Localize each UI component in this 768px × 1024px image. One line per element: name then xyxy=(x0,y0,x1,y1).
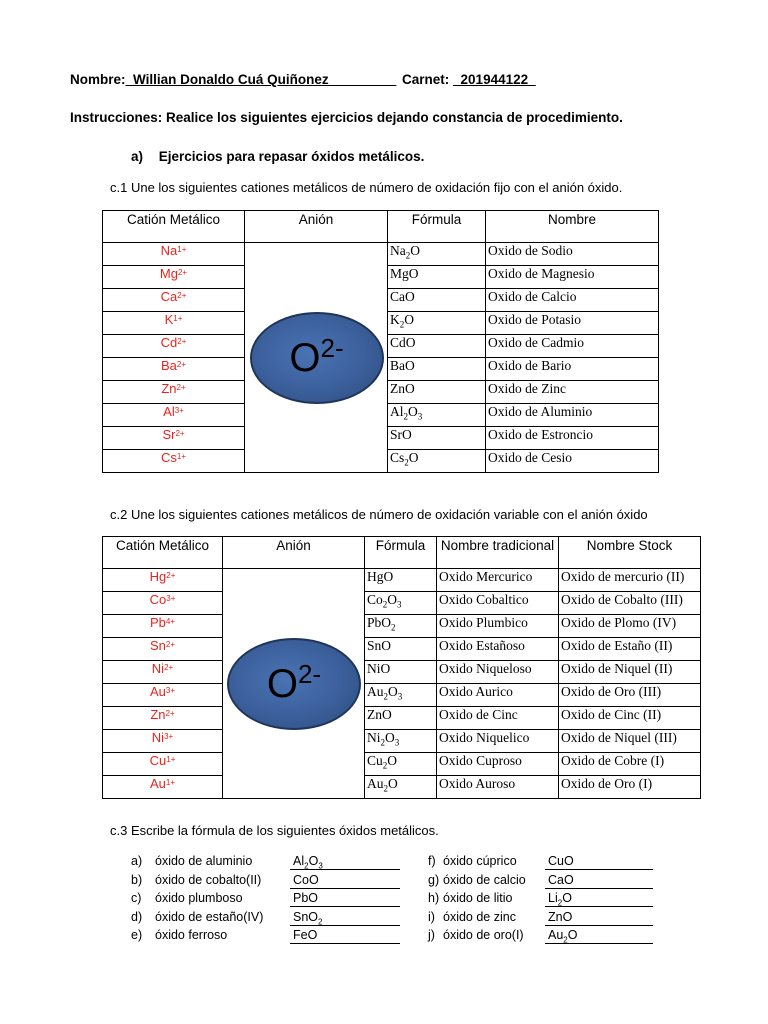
stock-name-cell: Oxido de Cinc (II) xyxy=(559,707,701,730)
cation-cell: $Cd^{2+}$ xyxy=(103,335,245,358)
c2-table-row xyxy=(103,569,701,592)
cation-charge: 1+ xyxy=(176,452,186,461)
formula-subscript: 3 xyxy=(394,737,400,748)
name-cell: Oxido de Cadmio xyxy=(486,335,659,358)
exercise-letter: j) xyxy=(428,928,435,942)
exercise-answer xyxy=(545,910,653,926)
cation-charge: 2+ xyxy=(166,571,176,580)
c1-header-name: Nombre xyxy=(486,211,659,243)
formula-cell: CdO xyxy=(388,335,486,358)
formula-subscript: 2 xyxy=(318,917,323,926)
exercise-letter: f) xyxy=(428,854,436,868)
cation-cell: $Cu^{1+}$ xyxy=(103,753,223,776)
formula-cell: $Ni_2O_3$ xyxy=(365,730,437,753)
exercise-letter: d) xyxy=(131,909,143,924)
c2-table xyxy=(102,536,701,799)
exercise-answer xyxy=(545,873,653,889)
traditional-name-cell: Oxido de Cinc xyxy=(437,707,559,730)
c2-table-row xyxy=(103,592,701,615)
formula-subscript: 2 xyxy=(391,622,396,633)
section-a-heading xyxy=(131,149,424,164)
exercise-answer xyxy=(290,928,400,944)
formula-cell: PbO$_2$ xyxy=(365,615,437,638)
stock-name-cell: Oxido de Niquel (III) xyxy=(559,730,701,753)
traditional-name-cell: Oxido Estañoso xyxy=(437,638,559,661)
c1-header-cation: Catión Metálico xyxy=(103,211,245,243)
cation-charge: 1+ xyxy=(177,245,187,254)
formula-cell: $Cu_2O$ xyxy=(365,753,437,776)
oxide-anion-charge: 2- xyxy=(320,333,344,363)
cation-cell: $Co^{3+}$ xyxy=(103,592,223,615)
cation-cell: $Cs^{1+}$ xyxy=(103,450,245,473)
name-label: Nombre: xyxy=(70,72,126,87)
oxide-anion-circle xyxy=(227,638,361,730)
formula-subscript: 2 xyxy=(563,935,568,945)
c1-anion-cell xyxy=(245,243,388,473)
formula-cell: $K_2O$ xyxy=(388,312,486,335)
c2-table-row xyxy=(103,776,701,799)
c1-header-row xyxy=(103,211,659,243)
exercise-label: óxido plumboso xyxy=(155,891,243,905)
cation-charge: 1+ xyxy=(165,778,176,787)
answer-formula: SnO$_2$ xyxy=(293,909,323,926)
formula-cell: $Au_2O$ xyxy=(365,776,437,799)
exercise-letter: e) xyxy=(131,928,143,942)
formula-subscript: 3 xyxy=(397,691,403,702)
c1-table xyxy=(102,210,659,473)
answer-formula: $Au_2O$ xyxy=(548,928,578,945)
exercise-label: óxido de aluminio xyxy=(155,854,253,868)
cation-cell: $K^{1+}$ xyxy=(103,312,245,335)
formula-cell: SrO xyxy=(388,427,486,450)
cation-cell: $Zn^{2+}$ xyxy=(103,381,245,404)
c2-table-row xyxy=(103,638,701,661)
formula-cell: SnO xyxy=(365,638,437,661)
cation-cell: $Ba^{2+}$ xyxy=(103,358,245,381)
c1-header-formula: Fórmula xyxy=(388,211,486,243)
answer-formula: FeO xyxy=(293,928,318,942)
name-cell: Oxido de Estroncio xyxy=(486,427,659,450)
formula-cell: MgO xyxy=(388,266,486,289)
cation-charge: 1+ xyxy=(166,755,176,764)
formula-cell: $Co_2O_3$ xyxy=(365,592,437,615)
formula-cell: $Al_2O_3$ xyxy=(388,404,486,427)
c2-header-formula: Fórmula xyxy=(365,537,437,569)
exercise-label: óxido de zinc xyxy=(443,909,516,924)
stock-name-cell: Oxido de Plomo (IV) xyxy=(559,615,701,638)
exercise-letter: c) xyxy=(131,891,142,905)
formula-subscript: 2 xyxy=(404,457,409,468)
name-line xyxy=(70,72,396,87)
exercise-letter: b) xyxy=(131,872,143,887)
exercise-answer xyxy=(290,891,400,907)
exercise-answer xyxy=(545,928,653,944)
c1-header-anion: Anión xyxy=(245,211,388,243)
exercise-letter: h) xyxy=(428,891,440,905)
exercise-letter: g) xyxy=(428,872,440,887)
traditional-name-cell: Oxido Cuproso xyxy=(437,753,559,776)
cation-cell: $Hg^{2+}$ xyxy=(103,569,223,592)
formula-subscript: 2 xyxy=(403,411,408,422)
name-value: _Willian Donaldo Cuá Quiñonez_________ xyxy=(125,72,397,87)
cation-cell: $Ca^{2+}$ xyxy=(103,289,245,312)
cation-charge: 3+ xyxy=(164,732,174,741)
c2-table-row xyxy=(103,684,701,707)
c2-anion-cell xyxy=(223,569,365,799)
cation-cell: $Sn^{2+}$ xyxy=(103,638,223,661)
cation-charge: 3+ xyxy=(166,594,176,603)
name-cell: Oxido de Magnesio xyxy=(486,266,659,289)
stock-name-cell: Oxido de Estaño (II) xyxy=(559,638,701,661)
cation-cell: $Sr^{2+}$ xyxy=(103,427,245,450)
exercise-label: óxido de oro(I) xyxy=(443,928,524,942)
traditional-name-cell: Oxido Aurico xyxy=(437,684,559,707)
exercise-letter: a) xyxy=(131,854,143,868)
exercise-label: óxido ferroso xyxy=(155,928,228,942)
formula-cell: ZnO xyxy=(388,381,486,404)
answer-formula: $Al_2O_3$ xyxy=(293,854,323,871)
stock-name-cell: Oxido de Cobalto (III) xyxy=(559,592,701,615)
c2-table-row xyxy=(103,753,701,776)
cation-charge: 3+ xyxy=(165,686,176,695)
c2-table-row xyxy=(103,707,701,730)
formula-cell: $Na_2O$ xyxy=(388,243,486,266)
cation-charge: 2+ xyxy=(176,383,186,392)
c2-table-row xyxy=(103,661,701,684)
name-cell: Oxido de Potasio xyxy=(486,312,659,335)
exercise-answer xyxy=(545,854,653,870)
stock-name-cell: Oxido de Niquel (II) xyxy=(559,661,701,684)
exercise-label: óxido de litio xyxy=(443,891,513,905)
c2-table-row xyxy=(103,615,701,638)
exercise-answer xyxy=(290,910,400,926)
exercise-answer xyxy=(290,873,400,889)
name-cell: Oxido de Zinc xyxy=(486,381,659,404)
formula-subscript: 2 xyxy=(380,737,385,748)
answer-formula: CoO xyxy=(293,872,319,887)
formula-subscript: 2 xyxy=(383,691,388,702)
cation-cell: $Zn^{2+}$ xyxy=(103,707,223,730)
name-cell: Oxido de Bario xyxy=(486,358,659,381)
cation-cell: $Mg^{2+}$ xyxy=(103,266,245,289)
formula-subscript: 2 xyxy=(304,861,309,871)
carnet-label: Carnet: xyxy=(402,72,450,87)
cation-charge: 2+ xyxy=(165,709,175,718)
formula-subscript: 2 xyxy=(383,783,388,794)
formula-subscript: 2 xyxy=(557,898,563,908)
cation-charge: 2+ xyxy=(175,429,185,438)
stock-name-cell: Oxido de Cobre (I) xyxy=(559,753,701,776)
stock-name-cell: Oxido de Oro (I) xyxy=(559,776,701,799)
c1-title: c.1 Une los siguientes cationes metálicos de número de oxidación fijo con el anión óxido. xyxy=(110,180,623,195)
stock-name-cell: Oxido de mercurio (II) xyxy=(559,569,701,592)
formula-cell: $Cs_2O$ xyxy=(388,450,486,473)
answer-formula: $Li_2O$ xyxy=(548,891,572,908)
oxide-anion-circle xyxy=(250,312,384,404)
formula-cell: $Au_2O_3$ xyxy=(365,684,437,707)
cation-charge: 1+ xyxy=(173,314,183,323)
cation-charge: 2+ xyxy=(177,291,187,300)
c2-header-stock: Nombre Stock xyxy=(559,537,701,569)
answer-formula: CuO xyxy=(548,854,574,868)
traditional-name-cell: Oxido Mercurico xyxy=(437,569,559,592)
name-cell: Oxido de Sodio xyxy=(486,243,659,266)
traditional-name-cell: Oxido Cobaltico xyxy=(437,592,559,615)
formula-subscript: 3 xyxy=(397,599,402,610)
c2-header-cation: Catión Metálico xyxy=(103,537,223,569)
formula-subscript: 2 xyxy=(382,599,388,610)
cation-charge: 3+ xyxy=(174,406,184,415)
formula-subscript: 3 xyxy=(318,861,323,871)
c2-title: c.2 Une los siguientes cationes metálicos de número de oxidación variable con el anión óxido xyxy=(110,507,648,522)
exercise-answer xyxy=(290,854,400,870)
cation-charge: 2+ xyxy=(164,663,174,672)
cation-charge: 2+ xyxy=(177,268,188,277)
c2-header-anion: Anión xyxy=(223,537,365,569)
cation-cell: $Au^{3+}$ xyxy=(103,684,223,707)
cation-cell: $Ni^{3+}$ xyxy=(103,730,223,753)
exercise-label: óxido de calcio xyxy=(443,872,526,887)
instructions: Instrucciones: Realice los siguientes ejercicios dejando constancia de procedimiento. xyxy=(70,110,623,125)
section-a-title: Ejercicios para repasar óxidos metálicos. xyxy=(158,149,425,164)
traditional-name-cell: Oxido Plumbico xyxy=(437,615,559,638)
exercise-label: óxido cúprico xyxy=(443,854,517,868)
oxide-anion-label: $O^{2-}$ xyxy=(266,659,322,706)
cation-charge: 2+ xyxy=(176,360,187,369)
c2-header-row xyxy=(103,537,701,569)
c2-header-traditional: Nombre tradicional xyxy=(437,537,559,569)
formula-cell: HgO xyxy=(365,569,437,592)
answer-formula: ZnO xyxy=(548,909,573,924)
formula-subscript: 2 xyxy=(405,250,411,261)
section-a-marker: a) xyxy=(131,149,144,164)
answer-formula: CaO xyxy=(548,872,574,887)
name-cell: Oxido de Aluminio xyxy=(486,404,659,427)
c2-table-row xyxy=(103,730,701,753)
c3-title: c.3 Escribe la fórmula de los siguientes óxidos metálicos. xyxy=(110,823,439,838)
exercise-answer xyxy=(545,891,653,907)
exercise-label: óxido de estaño(IV) xyxy=(155,909,264,924)
formula-subscript: 3 xyxy=(417,411,423,422)
exercise-letter: i) xyxy=(428,909,435,924)
cation-charge: 4+ xyxy=(165,617,176,626)
cation-cell: $Pb^{4+}$ xyxy=(103,615,223,638)
formula-subscript: 2 xyxy=(399,319,405,330)
oxide-anion-label: $O^{2-}$ xyxy=(289,333,344,380)
formula-cell: BaO xyxy=(388,358,486,381)
formula-cell: ZnO xyxy=(365,707,437,730)
traditional-name-cell: Oxido Auroso xyxy=(437,776,559,799)
oxide-anion-charge: 2- xyxy=(298,659,322,689)
cation-cell: $Al^{3+}$ xyxy=(103,404,245,427)
answer-formula: PbO xyxy=(293,891,319,905)
carnet-value: _201944122_ xyxy=(453,72,536,87)
stock-name-cell: Oxido de Oro (III) xyxy=(559,684,701,707)
traditional-name-cell: Oxido Niquelico xyxy=(437,730,559,753)
name-cell: Oxido de Cesio xyxy=(486,450,659,473)
cation-cell: $Na^{1+}$ xyxy=(103,243,245,266)
cation-cell: $Ni^{2+}$ xyxy=(103,661,223,684)
cation-charge: 2+ xyxy=(165,640,176,649)
formula-cell: NiO xyxy=(365,661,437,684)
cation-charge: 2+ xyxy=(177,337,187,346)
carnet-line xyxy=(402,72,536,87)
name-cell: Oxido de Calcio xyxy=(486,289,659,312)
formula-cell: CaO xyxy=(388,289,486,312)
exercise-label: óxido de cobalto(II) xyxy=(155,872,262,887)
cation-cell: $Au^{1+}$ xyxy=(103,776,223,799)
formula-subscript: 2 xyxy=(382,760,388,771)
traditional-name-cell: Oxido Niqueloso xyxy=(437,661,559,684)
c1-table-row xyxy=(103,243,659,266)
